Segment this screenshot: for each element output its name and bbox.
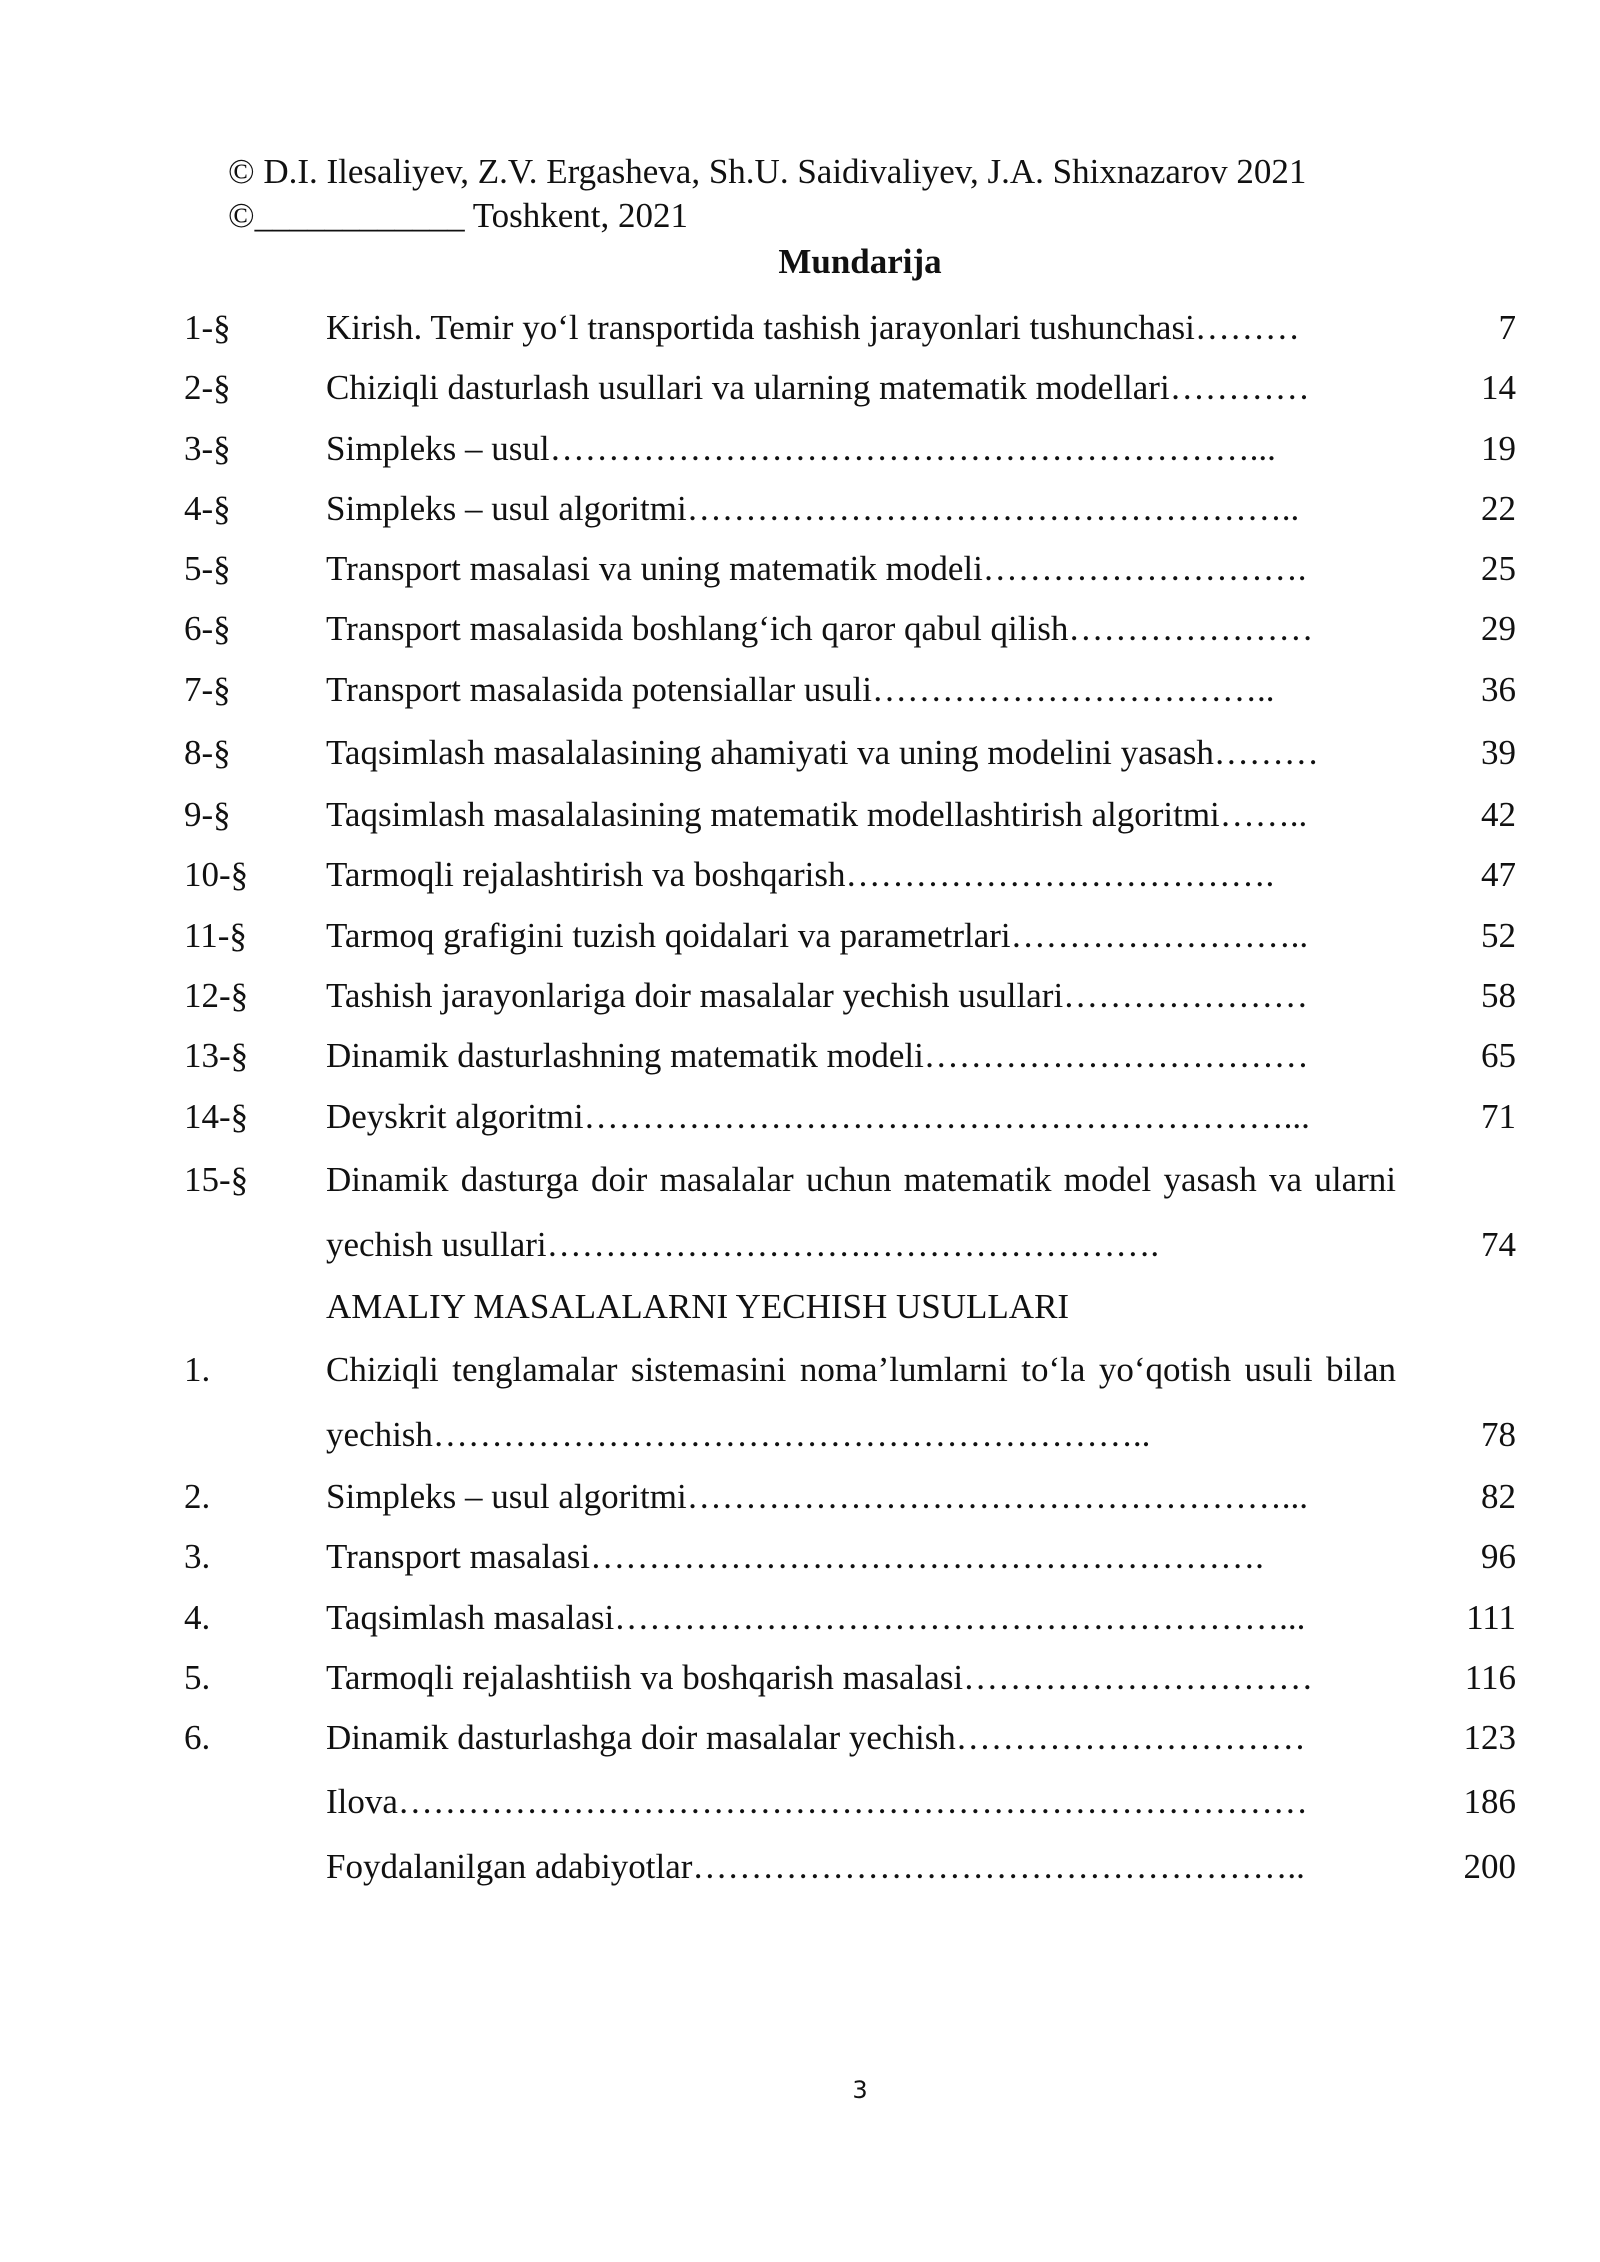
toc-entry-title: Tarmoq grafigini tuzish qoidalari va parametrlari…………………….. — [326, 915, 1309, 955]
toc-entry — [184, 1467, 1516, 1527]
toc-entry-title: Deyskrit algoritmi……………………………………………………... — [326, 1096, 1310, 1136]
toc-entry-page: 78 — [1481, 1415, 1516, 1455]
toc-entry-page: 47 — [1481, 855, 1516, 895]
toc-entry — [184, 1648, 1516, 1708]
toc-entry-number: 12-§ — [184, 975, 249, 1015]
toc-section-heading-row — [184, 1277, 1516, 1337]
table-of-contents — [184, 298, 1516, 1899]
toc-entry-title: Taqsimlash masalalasining ahamiyati va uning modelini yasash……… — [326, 733, 1319, 773]
toc-entry-title: Foydalanilgan adabiyotlar…………………………………………….. — [326, 1846, 1305, 1886]
toc-entry-page: 65 — [1481, 1036, 1516, 1076]
toc-entry — [184, 720, 1516, 785]
toc-entry-page: 123 — [1463, 1718, 1516, 1758]
toc-entry-number: 15-§ — [184, 1159, 249, 1199]
toc-entry — [184, 1087, 1516, 1147]
toc-entry-title: Simpleks – usul……………………………………………………... — [326, 428, 1276, 468]
toc-entry-number: 13-§ — [184, 1036, 249, 1076]
toc-entry-page: 74 — [1481, 1224, 1516, 1264]
toc-entry-number: 3. — [184, 1537, 211, 1577]
toc-entry-title: Tarmoqli rejalashtirish va boshqarish………………………………. — [326, 855, 1275, 895]
toc-entry-page: 42 — [1481, 795, 1516, 835]
toc-entry — [184, 1527, 1516, 1587]
toc-entry-title: Kirish. Temir yo‘l transportida tashish jarayonlari tushunchasi……… — [326, 308, 1300, 347]
toc-entry-title: Ilova…………………………………………………………………… — [326, 1781, 1308, 1821]
toc-entry-title: Transport masalasi…………………………………………………. — [326, 1537, 1264, 1577]
toc-entry-page: 58 — [1481, 975, 1516, 1015]
toc-entry-title: Taqsimlash masalasi…………………………………………………... — [326, 1597, 1306, 1637]
toc-entry-title: Dinamik dasturlashning matematik modeli…………………………… — [326, 1036, 1309, 1076]
toc-entry-number: 5-§ — [184, 549, 231, 589]
toc-entry-title: Tarmoqli rejalashtiish va boshqarish masalasi………………………… — [326, 1658, 1314, 1698]
toc-entry-page: 7 — [1498, 308, 1516, 347]
toc-entry-title: Transport masalasida boshlang‘ich qaror qabul qilish………………… — [326, 609, 1314, 649]
toc-entry-number: 11-§ — [184, 915, 247, 955]
copyright-block — [228, 150, 1306, 238]
toc-entry-page: 36 — [1481, 669, 1516, 709]
toc-entry — [184, 1147, 1516, 1277]
toc-entry-page: 186 — [1463, 1781, 1516, 1821]
copyright-publisher: ©____________ Toshkent, 2021 — [228, 196, 689, 235]
toc-entry — [184, 599, 1516, 659]
toc-entry-title: Simpleks – usul algoritmi…………………………………………….. — [326, 488, 1300, 528]
toc-entry-page: 14 — [1481, 368, 1516, 408]
toc-entry-page: 82 — [1481, 1477, 1516, 1517]
toc-entry-page: 116 — [1464, 1658, 1516, 1698]
toc-entry-number: 6-§ — [184, 609, 231, 649]
toc-entry — [184, 358, 1516, 418]
toc-entry-number: 8-§ — [184, 733, 231, 773]
toc-entry-title: Simpleks – usul algoritmi……………………………………………... — [326, 1477, 1308, 1517]
toc-entry — [184, 966, 1516, 1026]
toc-entry-title: Dinamik dasturlashga doir masalalar yechish………………………… — [326, 1718, 1306, 1758]
toc-entry-number: 1. — [184, 1350, 211, 1390]
toc-entry-number: 2-§ — [184, 368, 231, 408]
copyright-authors: © D.I. Ilesaliyev, Z.V. Ergasheva, Sh.U. Saidivaliyev, J.A. Shixnazarov 2021 — [228, 152, 1307, 191]
toc-entry-number: 4-§ — [184, 488, 231, 528]
toc-entry-page: 19 — [1481, 428, 1516, 468]
toc-entry-title: Chiziqli dasturlash usullari va ularning matematik modellari………… — [326, 368, 1310, 408]
toc-entry — [184, 785, 1516, 845]
toc-entry — [184, 479, 1516, 539]
toc-entry — [184, 1708, 1516, 1768]
toc-entry-number: 2. — [184, 1477, 211, 1517]
toc-entry-title: Chiziqli tenglamalar sistemasini noma’lumlarni to‘la yo‘qotish usuli bilan yechish…………………………………………………….. — [326, 1350, 1396, 1455]
toc-entry-number: 7-§ — [184, 669, 231, 709]
toc-entry-number: 14-§ — [184, 1096, 249, 1136]
page-title: Mundarija — [778, 242, 942, 281]
toc-entry — [184, 906, 1516, 966]
toc-entry — [184, 298, 1516, 358]
toc-entry — [184, 1026, 1516, 1086]
toc-entry — [184, 845, 1516, 905]
toc-entry-page: 22 — [1481, 488, 1516, 528]
toc-entry-page: 29 — [1481, 609, 1516, 649]
toc-entry-number: 9-§ — [184, 795, 231, 835]
toc-entry — [184, 539, 1516, 599]
toc-entry-title: Dinamik dasturga doir masalalar uchun matematik model yasash va ularni yechish usullari……………………….……………………. — [326, 1159, 1396, 1264]
page-number: 3 — [852, 2076, 868, 2104]
toc-entry — [184, 1588, 1516, 1648]
toc-entry-number: 4. — [184, 1597, 211, 1637]
toc-entry-number: 1-§ — [184, 308, 231, 347]
toc-entry — [184, 660, 1516, 720]
toc-section-heading: AMALIY MASALALARNI YECHISH USULLARI — [326, 1286, 1070, 1326]
toc-entry-page: 39 — [1481, 733, 1516, 773]
toc-entry-page: 71 — [1481, 1096, 1516, 1136]
toc-entry-number: 3-§ — [184, 428, 231, 468]
toc-entry-page: 52 — [1481, 915, 1516, 955]
toc-entry — [184, 1337, 1516, 1467]
toc-entry-title: Transport masalasida potensiallar usuli…………………………….. — [326, 669, 1275, 709]
toc-entry — [184, 419, 1516, 479]
toc-entry-title: Taqsimlash masalalasining matematik modellashtirish algoritmi…….. — [326, 795, 1308, 835]
toc-entry-page: 200 — [1463, 1846, 1516, 1886]
toc-entry-number: 5. — [184, 1658, 211, 1698]
toc-entry-number: 6. — [184, 1718, 211, 1758]
toc-entry-number: 10-§ — [184, 855, 249, 895]
toc-entry-page: 25 — [1481, 549, 1516, 589]
toc-entry — [184, 1769, 1516, 1834]
toc-entry-page: 96 — [1481, 1537, 1516, 1577]
toc-entry-title: Transport masalasi va uning matematik modeli………………………. — [326, 549, 1307, 589]
toc-entry-title: Tashish jarayonlariga doir masalalar yechish usullari………………… — [326, 975, 1309, 1015]
toc-entry-page: 111 — [1466, 1597, 1516, 1637]
toc-entry — [184, 1834, 1516, 1899]
